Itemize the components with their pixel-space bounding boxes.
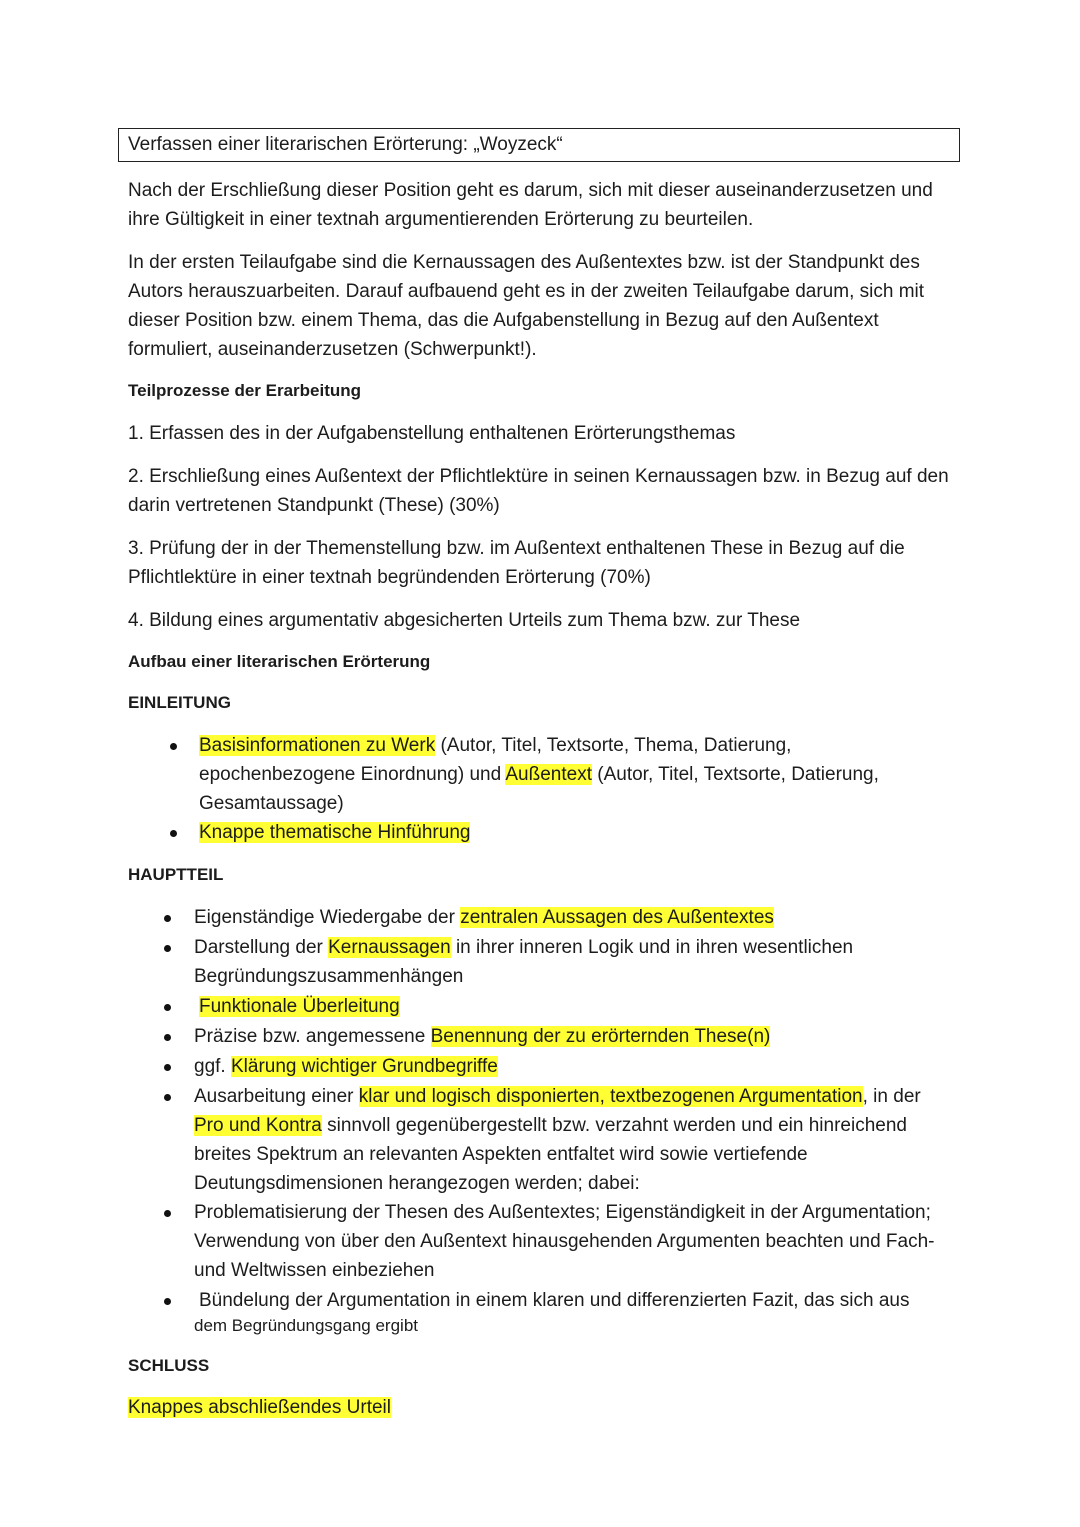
highlight-argumentation: klar und logisch disponierten, textbezogenen Argumentation (358, 1086, 863, 1107)
highlight-basisinformationen: Basisinformationen zu Werk (199, 735, 436, 756)
bullet-dot-icon (164, 945, 171, 952)
bullet-text: in ihrer inneren Logik und in ihren wesentlichen Begründungszusammenhängen (194, 937, 854, 987)
intro-paragraph-1: Nach der Erschließung dieser Position geht es darum, sich mit dieser auseinanderzusetzen und ihre Gültigkeit in einer textnah argumentierenden Erörterung zu beurteilen. (128, 180, 933, 230)
bullet-text: , in der (862, 1086, 921, 1107)
heading-aufbau: Aufbau einer literarischen Erörterung (128, 652, 431, 671)
hauptteil-bullet-5 (194, 1052, 954, 1082)
heading-teilprozesse: Teilprozesse der Erarbeitung (128, 381, 362, 400)
teilprozess-item-4: 4. Bildung eines argumentativ abgesicherten Urteils zum Thema bzw. zur These (128, 610, 801, 631)
highlight-pro-kontra: Pro und Kontra (194, 1115, 322, 1136)
hauptteil-bullet-4 (194, 1022, 954, 1052)
bullet-text: ggf. (194, 1056, 231, 1077)
bullet-dot-icon (164, 1298, 171, 1305)
bullet-text: Präzise bzw. angemessene (194, 1026, 431, 1047)
bullet-text: Eigenständige Wiedergabe der (194, 907, 461, 928)
hauptteil-bullet-6 (194, 1082, 954, 1198)
hauptteil-bullet-7 (194, 1198, 954, 1286)
highlight-ueberleitung: Funktionale Überleitung (199, 996, 400, 1017)
hauptteil-list (194, 903, 954, 1339)
teilprozess-item-3: 3. Prüfung der in der Themenstellung bzw. im Außentext enthaltenen These in Bezug auf die Pflichtlektüre in einer textnah begründenden Erörterung (70%) (128, 538, 905, 588)
heading-schluss: SCHLUSS (128, 1356, 210, 1375)
document-title: Verfassen einer literarischen Erörterung: „Woyzeck“ (118, 128, 960, 162)
bullet-dot-icon (170, 743, 177, 750)
heading-einleitung: EINLEITUNG (128, 693, 231, 712)
hauptteil-bullet-8 (194, 1286, 954, 1315)
einleitung-list (199, 731, 939, 847)
hauptteil-bullet-3 (194, 992, 954, 1022)
einleitung-bullet-2 (199, 818, 939, 847)
schluss-urteil (128, 1393, 391, 1422)
bullet-continuation-text: dem Begründungsgang ergibt (194, 1316, 418, 1335)
bullet-text: Problematisierung der Thesen des Außentextes; Eigenständigkeit in der Argumentation; Verwendung von über den Außentext hinausgehenden Argumenten beachten und Fach- und Weltwissen einbeziehen (194, 1202, 935, 1281)
bullet-dot-icon (164, 1210, 171, 1217)
highlight-kernaussagen: Kernaussagen (328, 937, 451, 958)
bullet-dot-icon (164, 1034, 171, 1041)
teilprozess-item-2: 2. Erschließung eines Außentext der Pflichtlektüre in seinen Kernaussagen bzw. in Bezug auf den darin vertretenen Standpunkt (These) (30%) (128, 466, 949, 516)
highlight-urteil: Knappes abschließendes Urteil (128, 1397, 391, 1418)
highlight-grundbegriffe: Klärung wichtiger Grundbegriffe (230, 1056, 498, 1077)
bullet-text: Bündelung der Argumentation in einem klaren und differenzierten Fazit, das sich aus (199, 1290, 910, 1311)
hauptteil-bullet-2 (194, 933, 954, 992)
teilprozess-item-1: 1. Erfassen des in der Aufgabenstellung enthaltenen Erörterungsthemas (128, 423, 736, 444)
bullet-dot-icon (164, 1094, 171, 1101)
bullet-text: (Autor, Titel, Textsorte, Datierung, Gesamtaussage) (199, 764, 879, 814)
highlight-aussentext: Außentext (505, 764, 592, 785)
bullet-text: (Autor, Titel, Textsorte, Thema, Datierung, epochenbezogene Einordnung) und (199, 735, 792, 785)
highlight-hinfuehrung: Knappe thematische Hinführung (199, 822, 471, 843)
bullet-text: Darstellung der (194, 937, 329, 958)
einleitung-bullet-1 (199, 731, 939, 818)
bullet-dot-icon (164, 1064, 171, 1071)
bullet-dot-icon (170, 830, 177, 837)
bullet-text: Ausarbeitung einer (194, 1086, 359, 1107)
bullet-text: sinnvoll gegenübergestellt bzw. verzahnt werden und ein hinreichend breites Spektrum an relevanten Aspekten entfaltet wird sowie vertiefende Deutungsdimensionen herangezogen werden; dabei: (194, 1115, 907, 1194)
highlight-zentrale-aussagen: zentralen Aussagen des Außentextes (460, 907, 774, 928)
bullet-dot-icon (164, 915, 171, 922)
hauptteil-bullet-1 (194, 903, 954, 933)
heading-hauptteil: HAUPTTEIL (128, 865, 224, 884)
highlight-benennung-thesen: Benennung der zu erörternden These(n) (430, 1026, 771, 1047)
bullet-dot-icon (164, 1004, 171, 1011)
intro-paragraph-2: In der ersten Teilaufgabe sind die Kernaussagen des Außentextes bzw. ist der Standpunkt des Autors herauszuarbeiten. Darauf aufbauend geht es in der zweiten Teilaufgabe darum, sich mit dieser Position bzw. einem Thema, das die Aufgabenstellung in Bezug auf den Außentext formuliert, auseinanderzusetzen (Schwerpunkt!). (128, 252, 925, 360)
